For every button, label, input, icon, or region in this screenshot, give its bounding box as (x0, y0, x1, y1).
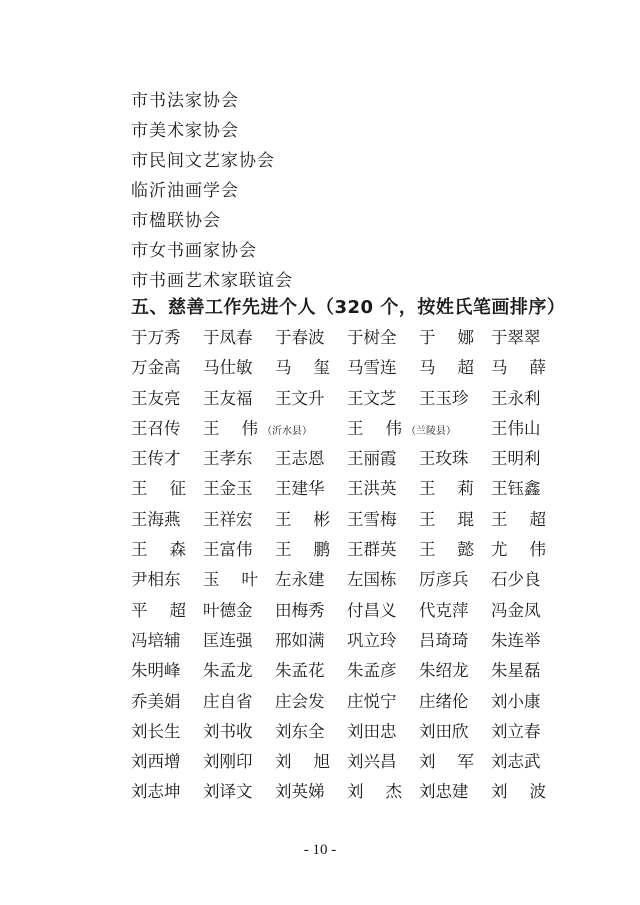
person-name: 刘刚印 (203, 752, 253, 772)
name-row (131, 777, 551, 807)
organization-item: 市楹联协会 (131, 211, 221, 231)
person-name: 庄悦宁 (347, 691, 397, 711)
person-name: 马雪连 (347, 358, 397, 378)
organization-item: 市美术家协会 (131, 121, 239, 141)
person-name: 庄绪伦 (419, 691, 469, 711)
person-name: 王召传 (131, 418, 181, 438)
name-row (131, 535, 551, 565)
person-name: 朱孟彦 (347, 661, 397, 681)
person-name: 王 鹏 (275, 540, 330, 560)
person-name: 王 征 (131, 479, 186, 499)
organization-item: 市书画艺术家联谊会 (131, 271, 293, 291)
organization-item: 市女书画家协会 (131, 241, 257, 261)
name-row (131, 596, 551, 626)
person-name: 刘译文 (203, 782, 253, 802)
person-name: 叶德金 (203, 600, 253, 620)
name-row (131, 565, 551, 595)
person-name: 刘田忠 (347, 721, 397, 741)
person-name: 王 伟 （沂水县） (203, 418, 312, 438)
person-name: 刘 杰 (347, 782, 402, 802)
person-name: 王永利 (491, 388, 541, 408)
county-note: （兰陵县） (406, 425, 456, 437)
person-name: 马 超 (419, 358, 474, 378)
person-name: 于 娜 (419, 328, 474, 347)
person-name: 尤 伟 (491, 540, 546, 560)
name-row (131, 323, 551, 353)
person-name: 王海燕 (131, 509, 181, 529)
person-name: 王文升 (275, 388, 325, 408)
person-name: 刘 波 (491, 782, 546, 802)
person-name: 于翠翠 (491, 328, 541, 347)
person-name: 石少良 (491, 570, 541, 590)
name-row (131, 474, 551, 504)
person-name: 王文芝 (347, 388, 397, 408)
person-name: 左永建 (275, 570, 325, 590)
person-name: 朱明峰 (131, 661, 181, 681)
person-name: 付昌义 (347, 600, 397, 620)
person-name: 刘兴昌 (347, 752, 397, 772)
person-name: 冯金凤 (491, 600, 541, 620)
person-name: 巩立玲 (347, 630, 397, 650)
person-name: 王玉珍 (419, 388, 469, 408)
person-name: 庄会发 (275, 691, 325, 711)
person-name: 王明利 (491, 449, 541, 469)
name-row (131, 384, 551, 414)
person-name: 邢如满 (275, 630, 325, 650)
person-name: 王传才 (131, 449, 181, 469)
person-name: 王 彬 (275, 509, 330, 529)
person-name: 尹相东 (131, 570, 181, 590)
person-name: 于树全 (347, 328, 397, 347)
person-name: 王祥宏 (203, 509, 253, 529)
person-name: 王群英 (347, 540, 397, 560)
person-name: 刘长生 (131, 721, 181, 741)
person-name: 于凤春 (203, 328, 253, 347)
person-name: 刘书收 (203, 721, 253, 741)
person-name: 于春波 (275, 328, 325, 347)
person-name: 厉彦兵 (419, 570, 469, 590)
person-name: 王 超 (491, 509, 546, 529)
person-name: 朱星磊 (491, 661, 541, 681)
person-name: 朱孟花 (275, 661, 325, 681)
page-number: - 10 - (303, 842, 337, 858)
section-heading: 五、慈善工作先进个人（320 个，按姓氏笔画排序） (131, 297, 566, 318)
name-row (131, 747, 551, 777)
person-name: 王 伟 （兰陵县） (347, 418, 456, 438)
person-name: 吕琦琦 (419, 630, 469, 650)
person-name: 王友亮 (131, 388, 181, 408)
name-row (131, 505, 551, 535)
person-name: 万金高 (131, 358, 181, 378)
person-name: 王金玉 (203, 479, 253, 499)
person-name: 代克萍 (419, 600, 469, 620)
name-row (131, 353, 551, 383)
person-name: 马 玺 (275, 358, 330, 378)
person-name: 王玫珠 (419, 449, 469, 469)
person-name: 王友福 (203, 388, 253, 408)
person-name: 朱绍龙 (419, 661, 469, 681)
person-name: 王 莉 (419, 479, 474, 499)
person-name: 刘西增 (131, 752, 181, 772)
organization-item: 市书法家协会 (131, 91, 239, 111)
person-name: 刘志坤 (131, 782, 181, 802)
person-name: 左国栋 (347, 570, 397, 590)
person-name: 乔美娟 (131, 691, 181, 711)
name-grid (131, 323, 551, 808)
person-name: 冯培辅 (131, 630, 181, 650)
person-name: 王钰鑫 (491, 479, 541, 499)
name-row (131, 626, 551, 656)
person-name: 刘小康 (491, 691, 541, 711)
person-name: 田梅秀 (275, 600, 325, 620)
person-name: 王丽霞 (347, 449, 397, 469)
person-name: 王富伟 (203, 540, 253, 560)
person-name: 王 懿 (419, 540, 474, 560)
person-name: 平 超 (131, 600, 186, 620)
person-name: 马 薛 (491, 358, 546, 378)
person-name: 刘东全 (275, 721, 325, 741)
person-name: 王孝东 (203, 449, 253, 469)
person-name: 匡连强 (203, 630, 253, 650)
person-name: 刘立春 (491, 721, 541, 741)
name-row (131, 444, 551, 474)
name-row (131, 717, 551, 747)
person-name: 王 森 (131, 540, 186, 560)
organization-item: 市民间文艺家协会 (131, 151, 275, 171)
name-row (131, 687, 551, 717)
person-name: 于万秀 (131, 328, 181, 347)
person-name: 刘 军 (419, 752, 474, 772)
person-name: 刘英娣 (275, 782, 325, 802)
name-row (131, 656, 551, 686)
person-name: 王 琨 (419, 509, 474, 529)
person-name: 朱连举 (491, 630, 541, 650)
organization-item: 临沂油画学会 (131, 181, 239, 201)
person-name: 王洪英 (347, 479, 397, 499)
person-name: 刘志武 (491, 752, 541, 772)
person-name: 王伟山 (491, 418, 541, 438)
person-name: 王志恩 (275, 449, 325, 469)
person-name: 马仕敏 (203, 358, 253, 378)
person-name: 刘田欣 (419, 721, 469, 741)
name-row (131, 414, 551, 444)
person-name: 朱孟龙 (203, 661, 253, 681)
person-name: 庄自省 (203, 691, 253, 711)
person-name: 王建华 (275, 479, 325, 499)
person-name: 王雪梅 (347, 509, 397, 529)
county-note: （沂水县） (262, 425, 312, 437)
person-name: 刘忠建 (419, 782, 469, 802)
person-name: 刘 旭 (275, 752, 330, 772)
person-name: 玉 叶 (203, 570, 258, 590)
